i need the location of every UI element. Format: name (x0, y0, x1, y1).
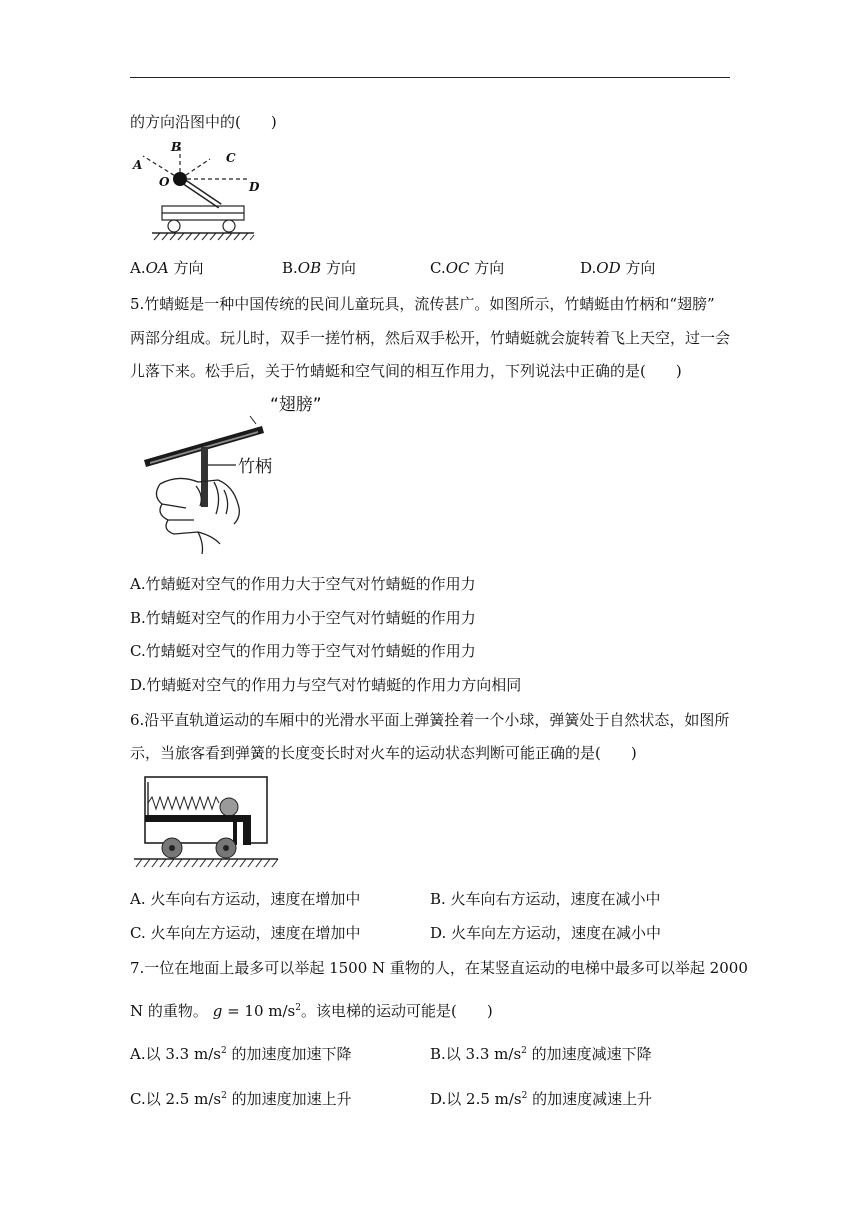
q7-option-d[interactable] (430, 1086, 652, 1109)
q6-option-d[interactable]: D. 火车向左方运动，速度在减小中 (430, 924, 662, 942)
ball-o (173, 172, 187, 186)
ball (220, 798, 238, 816)
header-rule (130, 77, 730, 78)
label-b: B (171, 140, 182, 154)
q7-stem-line-1: 7.一位在地面上最多可以举起 1500 N 重物的人，在某竖直运动的电梯中最多可以举起 2000 (130, 959, 748, 977)
option-text: B.以 3.3 m/s (430, 1045, 522, 1063)
exponent: 2 (521, 1046, 527, 1056)
option-vector: OB (297, 259, 322, 277)
q7-option-b[interactable] (430, 1041, 652, 1064)
q6-option-c[interactable]: C. 火车向左方运动，速度在增加中 (130, 924, 361, 942)
option-text: 方向 (474, 259, 505, 277)
label-d: D (249, 180, 260, 194)
q6-train-car-figure (130, 775, 282, 873)
q7-stem-text: N 的重物。 (130, 1002, 208, 1020)
option-letter: A. (130, 259, 146, 277)
handle-label: 竹柄 (238, 457, 272, 477)
handle-shape (201, 447, 208, 507)
option-text: 的加速度加速下降 (226, 1045, 352, 1063)
option-text: A.以 3.3 m/s (130, 1045, 221, 1063)
q7-stem-line-2 (130, 998, 493, 1021)
option-text: 的加速度减速上升 (527, 1090, 653, 1108)
option-letter: D. (580, 259, 597, 277)
q6-stem-line-1: 6.沿平直轨道运动的车厢中的光滑水平面上弹簧拴着一个小球，弹簧处于自然状态，如图所 (130, 711, 730, 729)
q6-option-a[interactable]: A. 火车向右方运动，速度在增加中 (130, 890, 361, 908)
q5-stem-line-1: 5.竹蜻蜓是一种中国传统的民间儿童玩具，流传甚广。如图所示，竹蜻蜓由竹柄和“翅膀” (130, 295, 715, 313)
q4-option-b[interactable] (282, 258, 356, 278)
option-text: C.以 2.5 m/s (130, 1090, 222, 1108)
label-a: A (133, 158, 143, 172)
q6-stem-line-2: 示，当旅客看到弹簧的长度变长时对火车的运动状态判断可能正确的是( ) (130, 744, 637, 762)
q4-stem-tail: 的方向沿图中的( ) (130, 113, 277, 131)
option-letter: C. (430, 259, 446, 277)
q4-cart-figure (130, 136, 260, 244)
q7-option-c[interactable] (130, 1086, 352, 1109)
q4-option-c[interactable] (430, 258, 504, 278)
option-vector: OA (145, 259, 169, 277)
q7-stem-question: 。该电梯的运动可能是( ) (300, 1002, 493, 1020)
wing-label: “翅膀” (270, 395, 322, 415)
option-text: 方向 (625, 259, 656, 277)
gravity-value: = 10 m/s (222, 1002, 296, 1020)
option-text: 方向 (173, 259, 204, 277)
q5-bamboo-dragonfly-figure (138, 386, 338, 556)
q5-option-c[interactable]: C.竹蜻蜓对空气的作用力等于空气对竹蜻蜓的作用力 (130, 642, 476, 660)
option-text: 的加速度减速下降 (526, 1045, 652, 1063)
label-o: O (159, 175, 170, 189)
q6-option-b[interactable]: B. 火车向右方运动，速度在减小中 (430, 890, 661, 908)
q5-stem-line-2: 两部分组成。玩儿时，双手一搓竹柄，然后双手松开，竹蜻蜓就会旋转着飞上天空，过一会 (130, 329, 731, 347)
q5-stem-line-3: 儿落下来。松手后，关于竹蜻蜓和空气间的相互作用力，下列说法中正确的是( ) (130, 362, 682, 380)
exponent: 2 (221, 1091, 227, 1101)
label-c: C (226, 151, 236, 165)
option-letter: B. (282, 259, 298, 277)
q4-option-a[interactable] (130, 258, 204, 278)
q5-option-d[interactable]: D.竹蜻蜓对空气的作用力与空气对竹蜻蜓的作用力方向相同 (130, 676, 522, 694)
exponent: 2 (220, 1046, 227, 1056)
option-text: 方向 (325, 259, 356, 277)
option-text: 的加速度加速上升 (226, 1090, 352, 1108)
q5-option-b[interactable]: B.竹蜻蜓对空气的作用力小于空气对竹蜻蜓的作用力 (130, 609, 476, 627)
gravity-symbol: g (212, 1002, 223, 1020)
option-vector: OD (596, 259, 621, 277)
exponent: 2 (295, 1003, 301, 1013)
option-vector: OC (445, 259, 470, 277)
exponent: 2 (521, 1091, 528, 1101)
q4-option-d[interactable] (580, 258, 655, 278)
option-text: D.以 2.5 m/s (430, 1090, 522, 1108)
q7-option-a[interactable] (130, 1041, 351, 1064)
q5-option-a[interactable]: A.竹蜻蜓对空气的作用力大于空气对竹蜻蜓的作用力 (130, 575, 476, 593)
